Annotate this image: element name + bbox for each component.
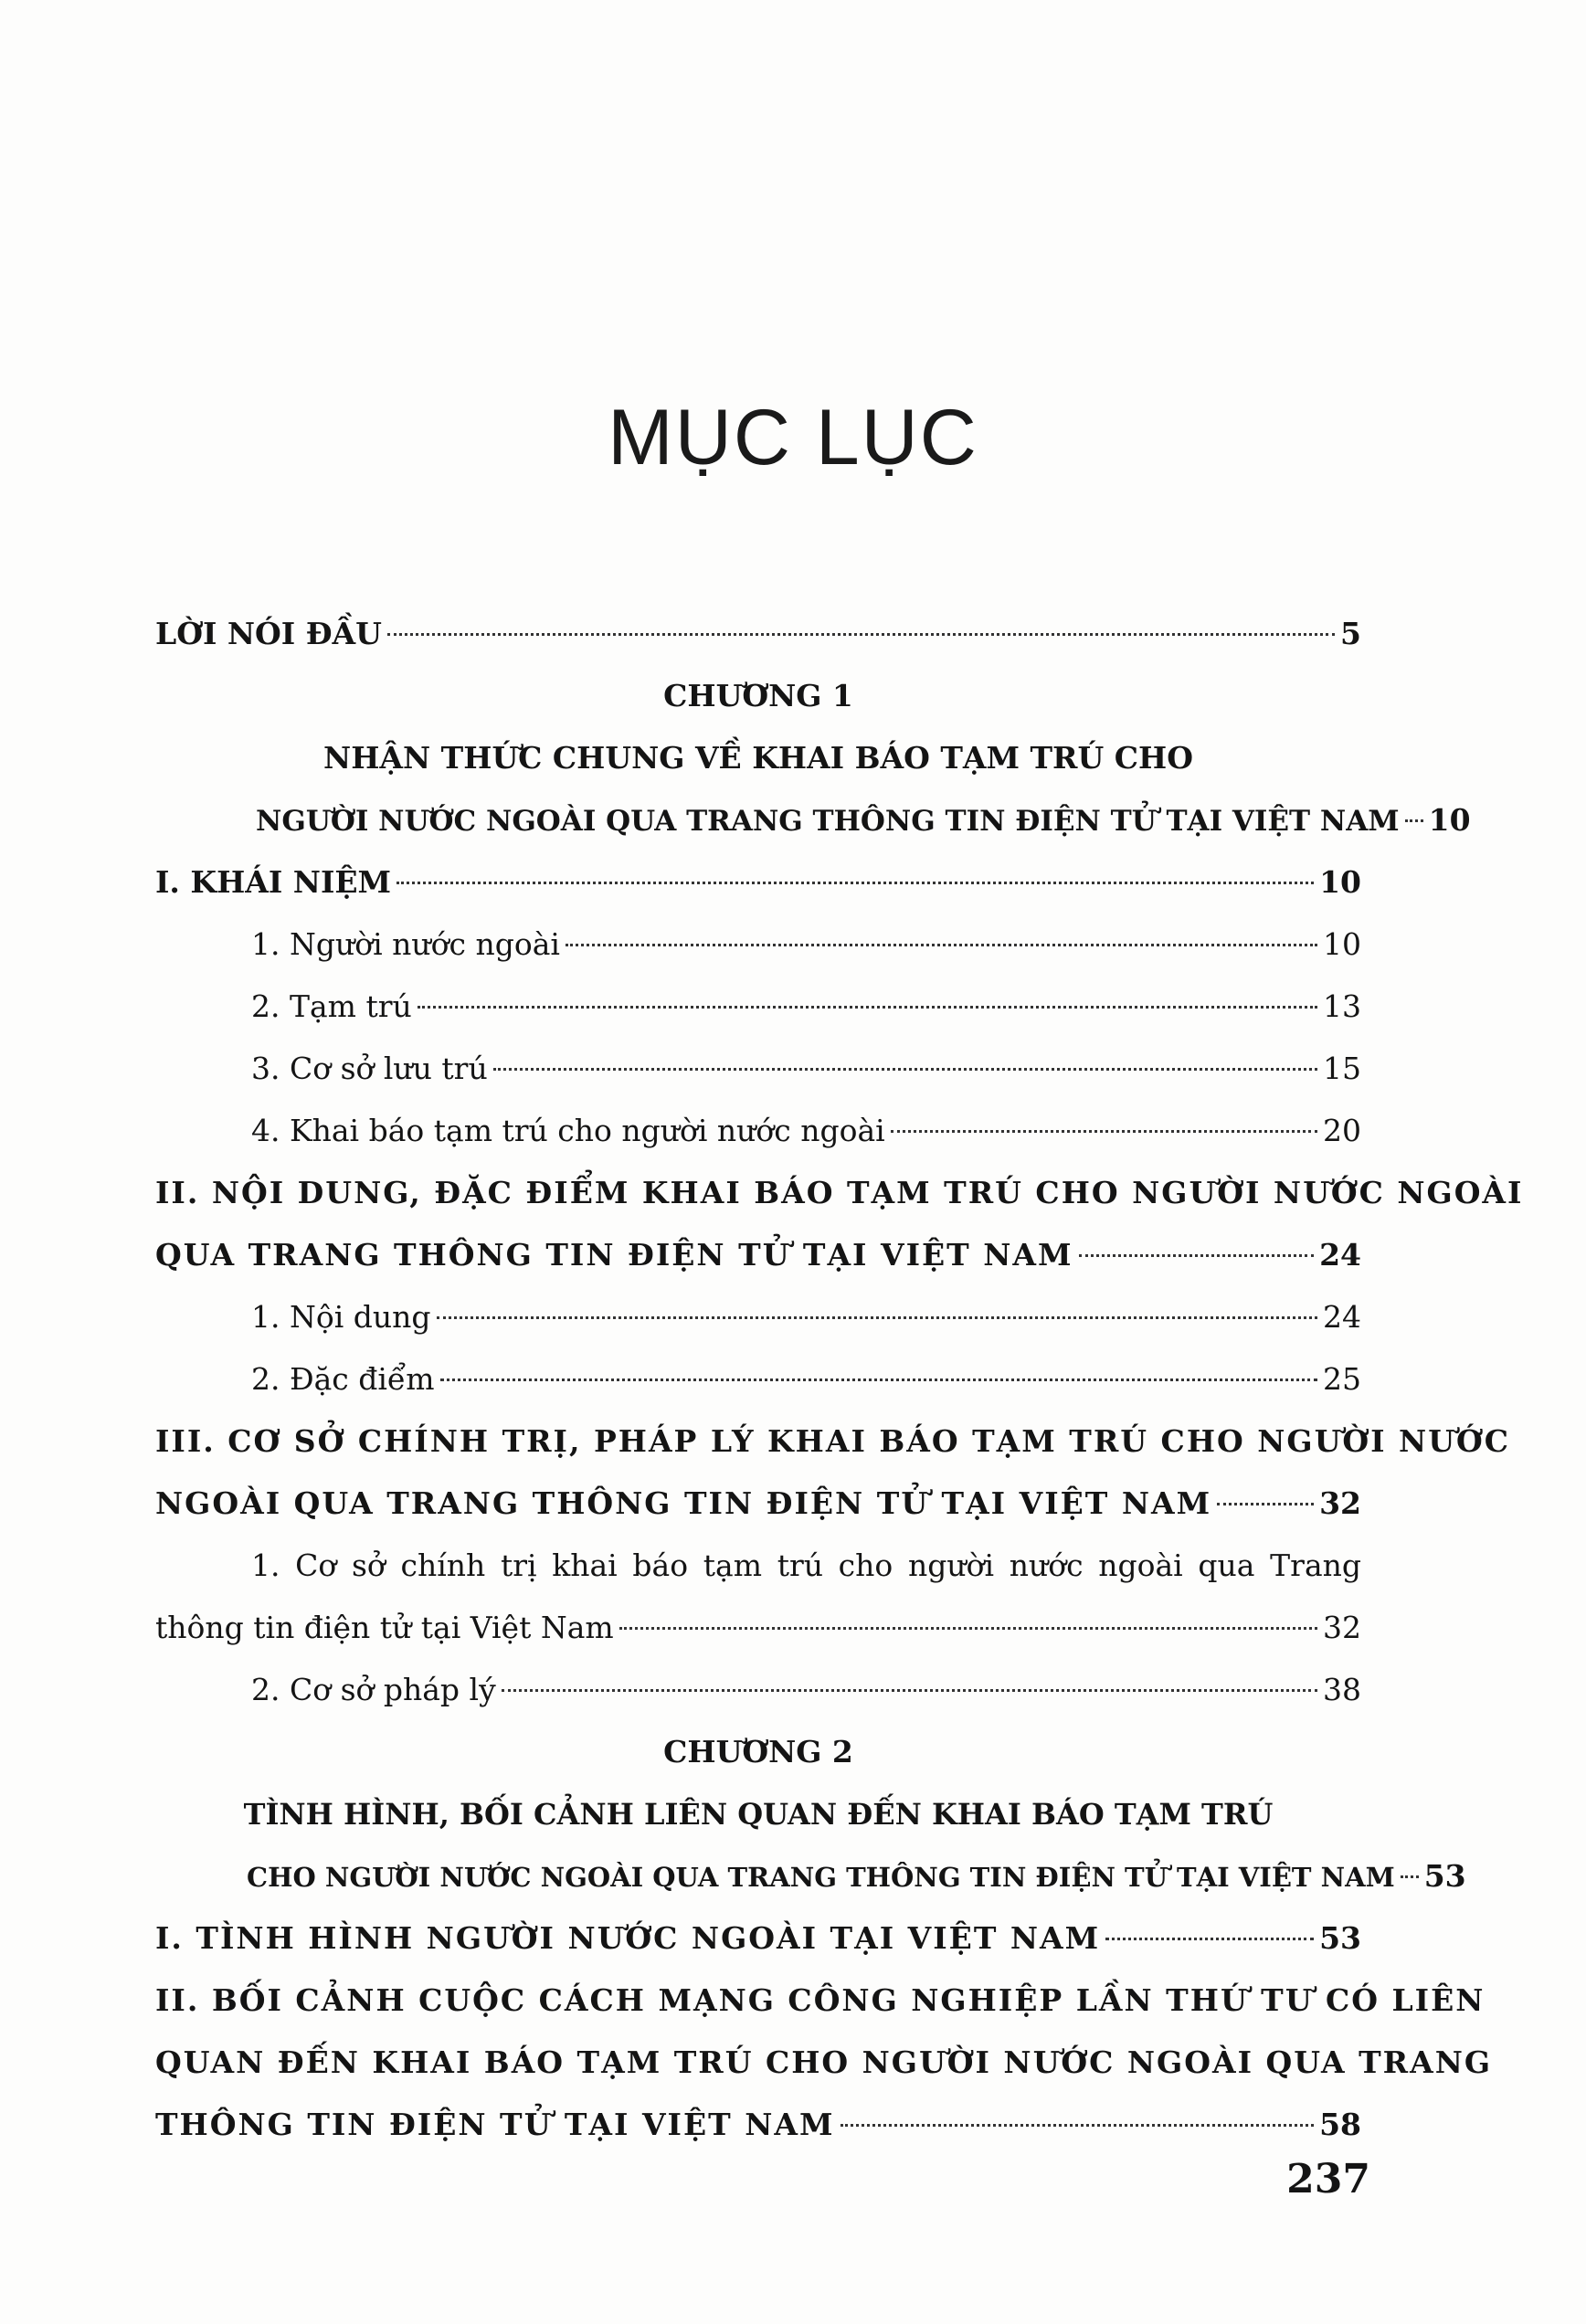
toc-entry-label: 1. Nội dung (251, 1299, 431, 1335)
toc-entry-subsection[interactable] (155, 1348, 1361, 1410)
toc-entry-label: 2. Đặc điểm (251, 1361, 435, 1397)
toc-entry-section-3[interactable] (155, 1473, 1361, 1535)
table-of-contents (155, 603, 1524, 2156)
toc-entry-label: LỜI NÓI ĐẦU (155, 616, 382, 651)
dot-leader (1401, 1875, 1419, 1878)
dot-leader (566, 944, 1317, 946)
chapter-1-title-line-2: NGƯỜI NƯỚC NGOÀI QUA TRANG THÔNG TIN ĐIỆN TỬ TẠI VIỆT NAM (256, 805, 1400, 838)
dot-leader (418, 1006, 1317, 1009)
toc-entry-section[interactable] (155, 1907, 1361, 1970)
page-title: MỤC LỤC (608, 394, 978, 481)
toc-page-number: 53 (1423, 1858, 1466, 1894)
dot-leader (493, 1068, 1317, 1071)
toc-page-number: 24 (1323, 1299, 1361, 1335)
dot-leader (1079, 1254, 1315, 1257)
toc-entry-subsection[interactable] (155, 976, 1361, 1038)
dot-leader (1217, 1503, 1314, 1505)
toc-entry-chapter-2[interactable] (155, 1845, 1466, 1907)
toc-entry-subsection[interactable] (155, 1286, 1361, 1348)
dot-leader (619, 1627, 1317, 1630)
toc-entry-chapter-1[interactable] (155, 789, 1471, 851)
toc-entry-section-2[interactable] (155, 2094, 1361, 2156)
dot-leader (1405, 819, 1423, 822)
toc-entry-label: NGOÀI QUA TRANG THÔNG TIN ĐIỆN TỬ TẠI VIỆT NAM (155, 1485, 1212, 1521)
toc-page-number: 32 (1323, 1610, 1361, 1645)
chapter-2-title-line-1: TÌNH HÌNH, BỐI CẢNH LIÊN QUAN ĐẾN KHAI BÁO TẠM TRÚ (243, 1797, 1274, 1832)
toc-section-line-1: II. BỐI CẢNH CUỘC CÁCH MẠNG CÔNG NGHIỆP LẦN THỨ TƯ CÓ LIÊN (155, 1982, 1486, 2018)
toc-entry-label: 3. Cơ sở lưu trú (251, 1051, 488, 1086)
toc-page-number: 38 (1323, 1672, 1361, 1707)
toc-page-number: 53 (1319, 1920, 1361, 1956)
toc-entry-subsection[interactable] (155, 1038, 1361, 1100)
toc-page-number: 32 (1319, 1485, 1361, 1521)
toc-section-line-2: QUAN ĐẾN KHAI BÁO TẠM TRÚ CHO NGƯỜI NƯỚC NGOÀI QUA TRANG (155, 2044, 1493, 2080)
toc-entry-label: THÔNG TIN ĐIỆN TỬ TẠI VIỆT NAM (155, 2107, 835, 2142)
chapter-2-title-line-2: CHO NGƯỜI NƯỚC NGOÀI QUA TRANG THÔNG TIN ĐIỆN TỬ TẠI VIỆT NAM (247, 1862, 1395, 1893)
chapter-2-heading: CHƯƠNG 2 (663, 1734, 853, 1769)
dot-leader (841, 2124, 1315, 2127)
toc-section-3-line-1: III. CƠ SỞ CHÍNH TRỊ, PHÁP LÝ KHAI BÁO TẠM TRÚ CHO NGƯỜI NƯỚC (155, 1423, 1510, 1459)
toc-entry-preface[interactable] (155, 603, 1361, 665)
toc-entry-subsection[interactable] (155, 1597, 1361, 1659)
toc-page-number: 58 (1319, 2107, 1361, 2142)
dot-leader (891, 1130, 1317, 1133)
chapter-1-heading: CHƯƠNG 1 (663, 678, 853, 713)
toc-entry-label: QUA TRANG THÔNG TIN ĐIỆN TỬ TẠI VIỆT NAM (155, 1237, 1073, 1273)
toc-entry-label: 1. Người nước ngoài (251, 926, 560, 962)
toc-page-number: 10 (1428, 802, 1471, 838)
toc-entry-label: 4. Khai báo tạm trú cho người nước ngoài (251, 1113, 885, 1148)
toc-entry-section-2[interactable] (155, 1224, 1361, 1286)
toc-entry-section[interactable] (155, 851, 1361, 914)
chapter-1-title-line-1: NHẬN THỨC CHUNG VỀ KHAI BÁO TẠM TRÚ CHO (323, 740, 1193, 776)
toc-entry-label: I. KHÁI NIỆM (155, 864, 392, 900)
dot-leader (1105, 1938, 1314, 1940)
toc-page-number: 24 (1319, 1237, 1361, 1273)
toc-page-number: 25 (1323, 1361, 1361, 1397)
toc-entry-label: thông tin điện tử tại Việt Nam (155, 1610, 614, 1645)
toc-page-number: 15 (1323, 1051, 1361, 1086)
toc-entry-subsection[interactable] (155, 1100, 1361, 1162)
toc-page-number: 5 (1340, 616, 1361, 651)
dot-leader (387, 633, 1335, 636)
toc-entry-subsection[interactable] (155, 1659, 1361, 1721)
toc-page-number: 13 (1323, 988, 1361, 1024)
toc-entry-label: 2. Cơ sở pháp lý (251, 1672, 496, 1707)
toc-section-2-line-1: II. NỘI DUNG, ĐẶC ĐIỂM KHAI BÁO TẠM TRÚ CHO NGƯỜI NƯỚC NGOÀI (155, 1175, 1524, 1210)
dot-leader (502, 1689, 1317, 1692)
toc-page-number: 10 (1323, 926, 1361, 962)
dot-leader (437, 1316, 1317, 1319)
toc-entry-label: 2. Tạm trú (251, 988, 412, 1024)
page-number: 237 (1286, 2156, 1370, 2203)
toc-entry-label: I. TÌNH HÌNH NGƯỜI NƯỚC NGOÀI TẠI VIỆT NAM (155, 1920, 1101, 1956)
dot-leader (396, 882, 1314, 884)
toc-page-number: 10 (1319, 864, 1361, 900)
toc-page-number: 20 (1323, 1113, 1361, 1148)
dot-leader (440, 1379, 1317, 1381)
toc-entry-subsection[interactable] (155, 914, 1361, 976)
toc-subsection-line-1: 1. Cơ sở chính trị khai báo tạm trú cho người nước ngoài qua Trang (251, 1548, 1361, 1583)
